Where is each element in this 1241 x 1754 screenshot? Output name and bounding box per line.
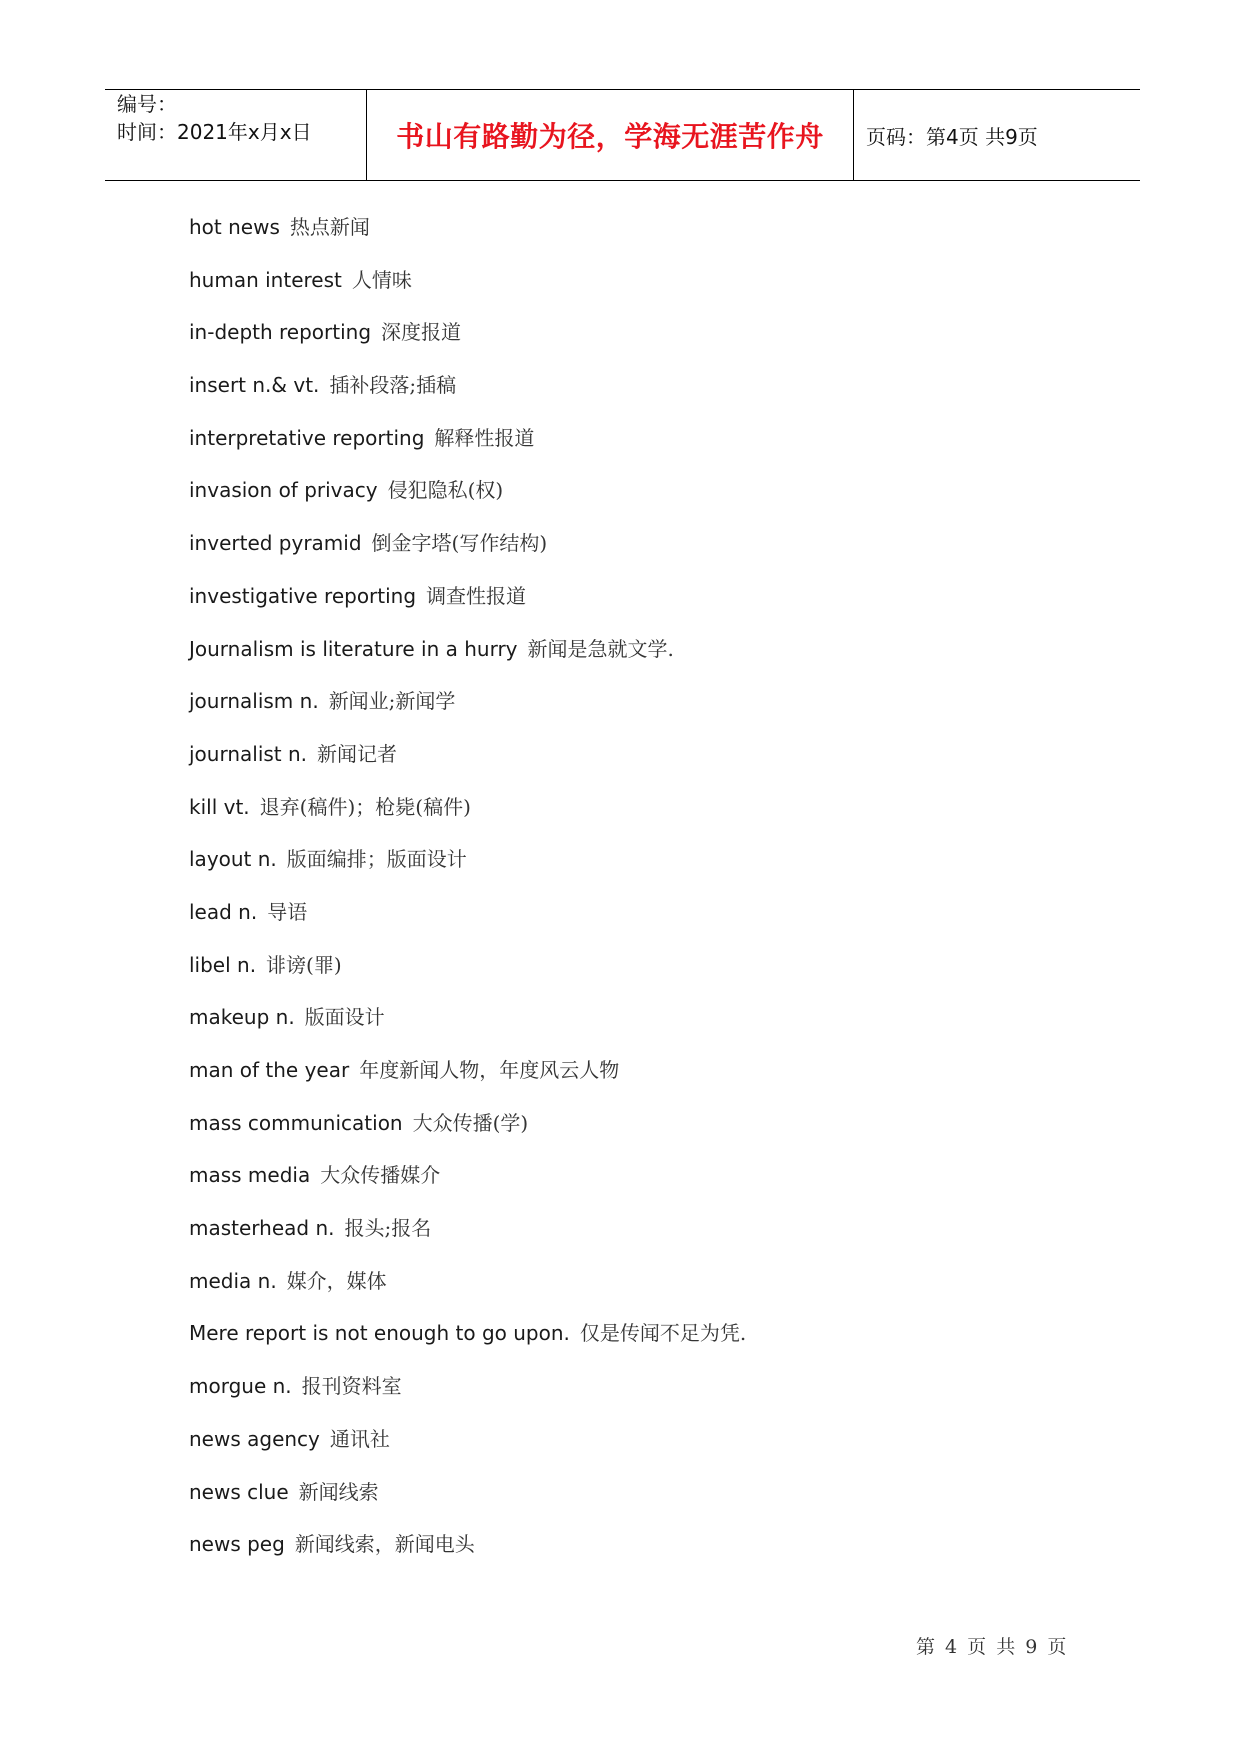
glossary-definition: 版面编排；版面设计 [286,847,467,872]
glossary-definition: 倒金字塔(写作结构) [371,531,548,556]
glossary-term: news clue [189,1479,289,1504]
glossary-term: inverted pyramid [189,531,362,556]
glossary-entry [189,737,1089,790]
glossary-entry [189,1211,1089,1264]
glossary-term: morgue n. [189,1374,292,1399]
glossary-entry [189,473,1089,526]
header-motto-cell [367,90,854,180]
glossary-term: kill vt. [189,794,250,819]
glossary-term: Journalism is literature in a hurry [189,636,518,661]
glossary-definition: 新闻是急就文学. [527,636,674,661]
glossary-definition: 版面设计 [304,1005,385,1030]
glossary-term: man of the year [189,1058,350,1082]
glossary-entry [189,632,1089,685]
glossary-definition: 大众传播媒介 [320,1163,441,1188]
header-page-cell [854,90,1140,180]
header-motto: 书山有路勤为径，学海无涯苦作舟 [396,120,824,153]
glossary-definition: 侵犯隐私(权) [387,478,504,503]
glossary-definition: 新闻业;新闻学 [328,689,456,714]
glossary-term: investigative reporting [189,583,417,608]
glossary-definition: 深度报道 [381,320,462,345]
document-number-label: 编号： [117,92,177,116]
page-header [105,89,1140,181]
glossary-term: news agency [189,1426,320,1451]
glossary-entry [189,1106,1089,1159]
glossary-definition: 年度新闻人物，年度风云人物 [359,1058,620,1082]
glossary-entry [189,1158,1089,1211]
glossary-term: lead n. [189,899,258,924]
glossary-entry [189,421,1089,474]
glossary-entry [189,1369,1089,1422]
glossary-definition: 大众传播(学) [412,1110,529,1135]
glossary-definition: 新闻线索 [298,1479,379,1504]
glossary-term: invasion of privacy [189,478,378,503]
glossary-term: libel n. [189,952,257,977]
glossary-entry [189,1053,1089,1106]
glossary-entry [189,1000,1089,1053]
glossary-term: makeup n. [189,1005,295,1030]
glossary-entry [189,1475,1089,1528]
glossary-term: in-depth reporting [189,320,372,345]
glossary-entry [189,684,1089,737]
header-meta-cell [105,90,367,180]
glossary-definition: 仅是传闻不足为凭. [579,1321,747,1346]
glossary-definition: 插补段落;插稿 [329,373,457,398]
glossary-definition: 诽谤(罪) [266,952,342,977]
glossary-definition: 新闻线索，新闻电头 [294,1532,475,1557]
glossary-term: journalist n. [189,741,308,766]
glossary-definition: 热点新闻 [289,215,370,239]
glossary-definition: 人情味 [351,267,412,292]
glossary-term: layout n. [189,847,277,872]
glossary-list [189,210,1089,1580]
glossary-definition: 退弃(稿件)；枪毙(稿件) [259,794,471,819]
glossary-entry [189,1264,1089,1317]
glossary-term: human interest [189,267,342,292]
glossary-definition: 报头;报名 [344,1216,432,1241]
glossary-entry [189,526,1089,579]
glossary-definition: 新闻记者 [317,741,398,766]
glossary-term: interpretative reporting [189,425,425,450]
glossary-entry [189,1316,1089,1369]
glossary-term: hot news [189,215,280,239]
glossary-term: masterhead n. [189,1216,335,1241]
glossary-definition: 通讯社 [329,1426,390,1451]
glossary-term: journalism n. [189,689,319,714]
glossary-definition: 报刊资料室 [301,1374,402,1399]
glossary-term: insert n.& vt. [189,373,320,398]
glossary-definition: 媒介，媒体 [286,1268,387,1293]
glossary-entry [189,790,1089,843]
glossary-definition: 调查性报道 [426,583,527,608]
glossary-entry [189,368,1089,421]
glossary-definition: 导语 [267,899,308,924]
glossary-entry [189,1422,1089,1475]
glossary-term: media n. [189,1268,277,1293]
glossary-definition: 解释性报道 [434,425,535,450]
glossary-entry [189,315,1089,368]
glossary-entry [189,842,1089,895]
footer-page-number: 第 4 页 共 9 页 [916,1636,1069,1658]
glossary-term: Mere report is not enough to go upon. [189,1321,570,1346]
glossary-term: mass media [189,1163,311,1188]
header-page-number: 页码：第4页 共9页 [866,124,1038,149]
glossary-entry [189,1527,1089,1580]
glossary-term: mass communication [189,1110,403,1135]
glossary-entry [189,895,1089,948]
glossary-entry [189,948,1089,1001]
glossary-term: news peg [189,1532,285,1557]
document-time-label: 时间：2021年x月x日 [117,120,312,144]
glossary-entry [189,579,1089,632]
glossary-entry [189,263,1089,316]
glossary-entry [189,210,1089,263]
